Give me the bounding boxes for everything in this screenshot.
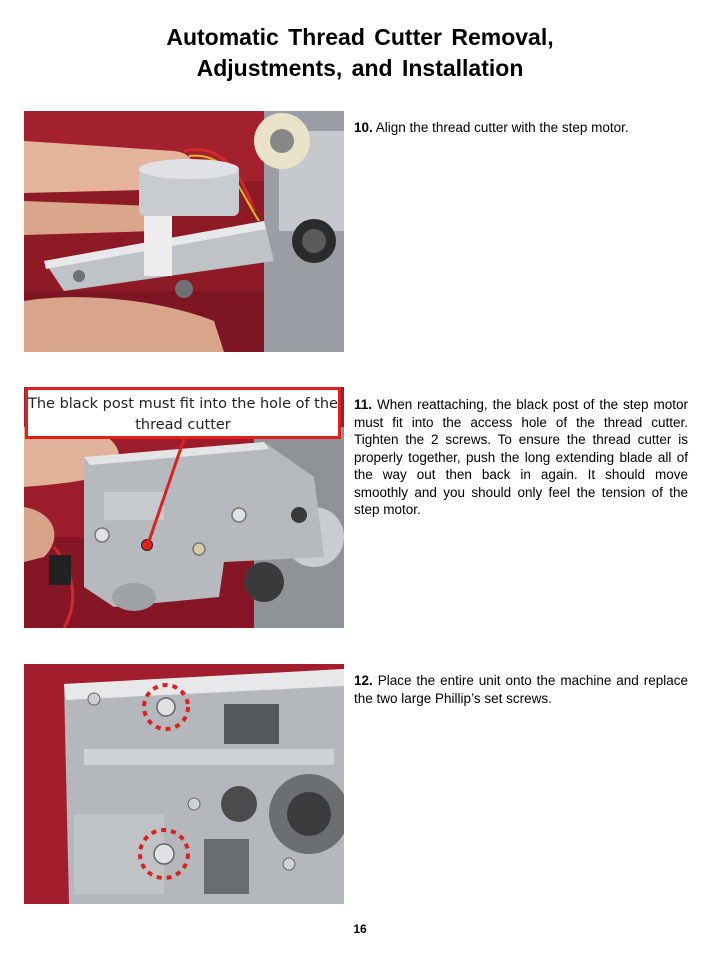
photo-step-12: [24, 664, 344, 904]
step-11-text: [354, 396, 688, 519]
callout-black-post: [25, 387, 341, 439]
page-title: [0, 22, 720, 84]
page-number: 16: [353, 922, 367, 936]
step-12-number: 12.: [354, 673, 373, 688]
step-10-number: 10.: [354, 120, 373, 135]
step-10-body: Align the thread cutter with the step motor.: [372, 120, 629, 135]
photo-step-10: [24, 111, 344, 352]
step-11-body: When reattaching, the black post of the step motor must fit into the access hole of the thread cutter. Tighten the 2 screws. To ensure the thread cutter is properly together, push the long extending blade all of the way out then back in again. It should move smoothly and you should only feel the tension of the step motor.: [354, 397, 688, 517]
page-title-line-2: Adjustments, and Installation: [196, 55, 524, 81]
step-12-body: Place the entire unit onto the machine and replace the two large Phillip’s set screws.: [354, 673, 688, 706]
page-title-line-1: Automatic Thread Cutter Removal,: [166, 24, 554, 50]
step-11-number: 11.: [354, 397, 373, 412]
step-10-text: [354, 119, 688, 137]
step-12-text: [354, 672, 688, 707]
callout-text: The black post must fit into the hole of the thread cutter: [28, 396, 338, 433]
